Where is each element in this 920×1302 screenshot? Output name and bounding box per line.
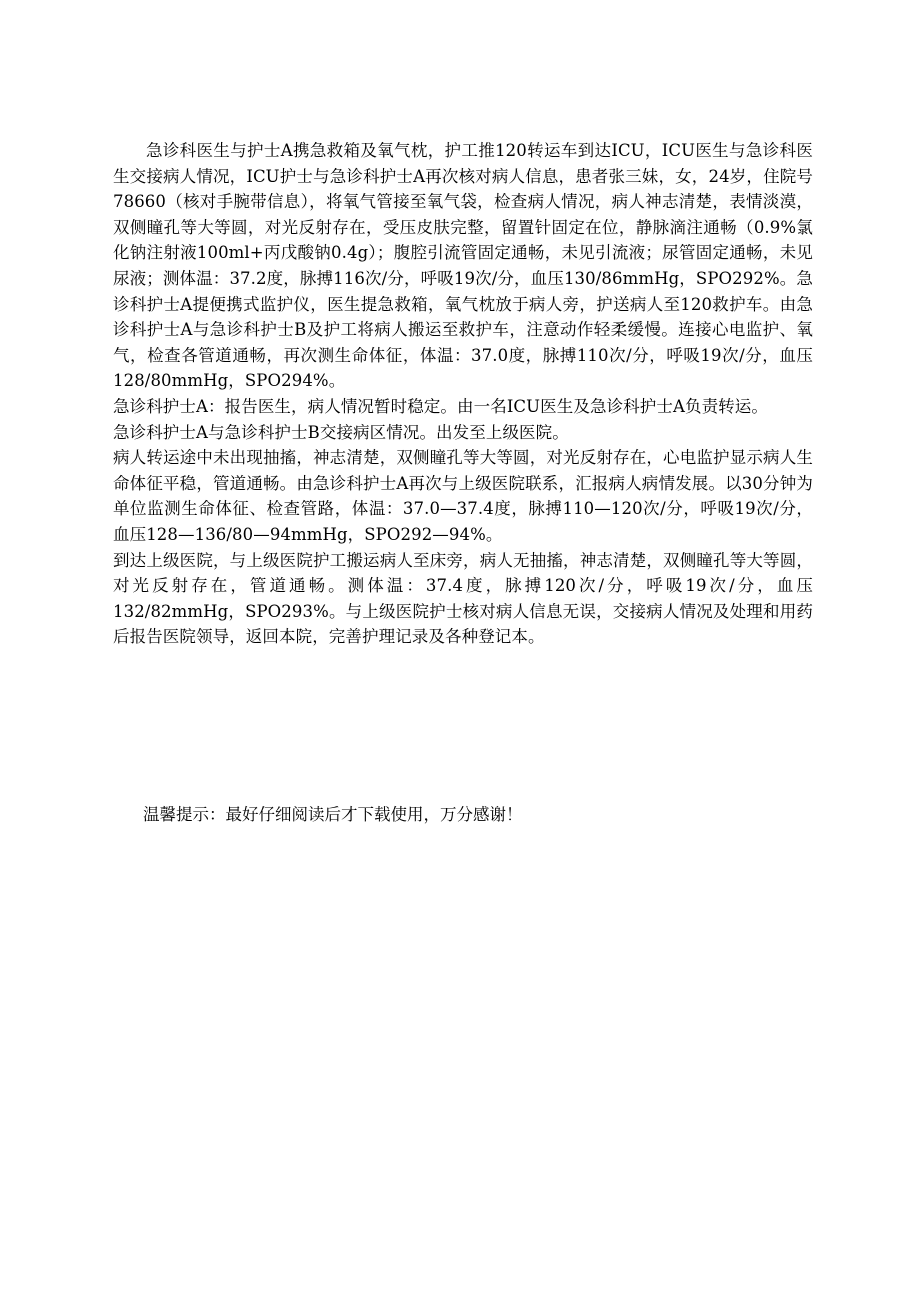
paragraph-handover: 急诊科医生与护士A携急救箱及氧气枕，护工推120转运车到达ICU，ICU医生与急诊科医生交接病人情况，ICU护士与急诊科护士A再次核对病人信息，患者张三妹，女，24岁，住院号78660（核对手腕带信息），将氧气管接至氧气袋，检查病人情况，病人神志清楚，表情淡漠，双侧瞳孔等大等圆，对光反射存在，受压皮肤完整，留置针固定在位，静脉滴注通畅（0.9%氯化钠注射液100ml+丙戊酸钠0.4g）；腹腔引流管固定通畅，未见引流液；尿管固定通畅，未见尿液；测体温：37.2度，脉搏116次/分，呼吸19次/分，血压130/86mmHg，SPO292%。急诊科护士A提便携式监护仪，医生提急救箱，氧气枕放于病人旁，护送病人至120救护车。由急诊科护士A与急诊科护士B及护工将病人搬运至救护车，注意动作轻柔缓慢。连接心电监护、氧气，检查各管道通畅，再次测生命体征，体温：37.0度，脉搏110次/分，呼吸19次/分，血压128/80mmHg，SPO294%。 [113,141,813,391]
document-body [113,138,813,650]
paragraph-ward-handover: 急诊科护士A与急诊科护士B交接病区情况。出发至上级医院。 [113,422,569,442]
footer-tip: 温馨提示：最好仔细阅读后才下载使用，万分感谢！ [143,805,523,824]
paragraph-report: 急诊科护士A：报告医生，病人情况暂时稳定。由一名ICU医生及急诊科护士A负责转运。 [113,396,768,416]
paragraph-arrival: 到达上级医院，与上级医院护工搬运病人至床旁，病人无抽搐，神志清楚，双侧瞳孔等大等圆，对光反射存在，管道通畅。测体温：37.4度，脉搏120次/分，呼吸19次/分，血压132/82mmHg，SPO293%。与上级医院护士核对病人信息无误，交接病人情况及处理和用药后报告医院领导，返回本院，完善护理记录及各种登记本。 [113,550,813,647]
paragraph-transit: 病人转运途中未出现抽搐，神志清楚，双侧瞳孔等大等圆，对光反射存在，心电监护显示病人生命体征平稳，管道通畅。由急诊科护士A再次与上级医院联系，汇报病人病情发展。以30分钟为单位监测生命体征、检查管路，体温：37.0—37.4度，脉搏110—120次/分，呼吸19次/分，血压128—136/80—94mmHg，SPO292—94%。 [113,448,813,544]
